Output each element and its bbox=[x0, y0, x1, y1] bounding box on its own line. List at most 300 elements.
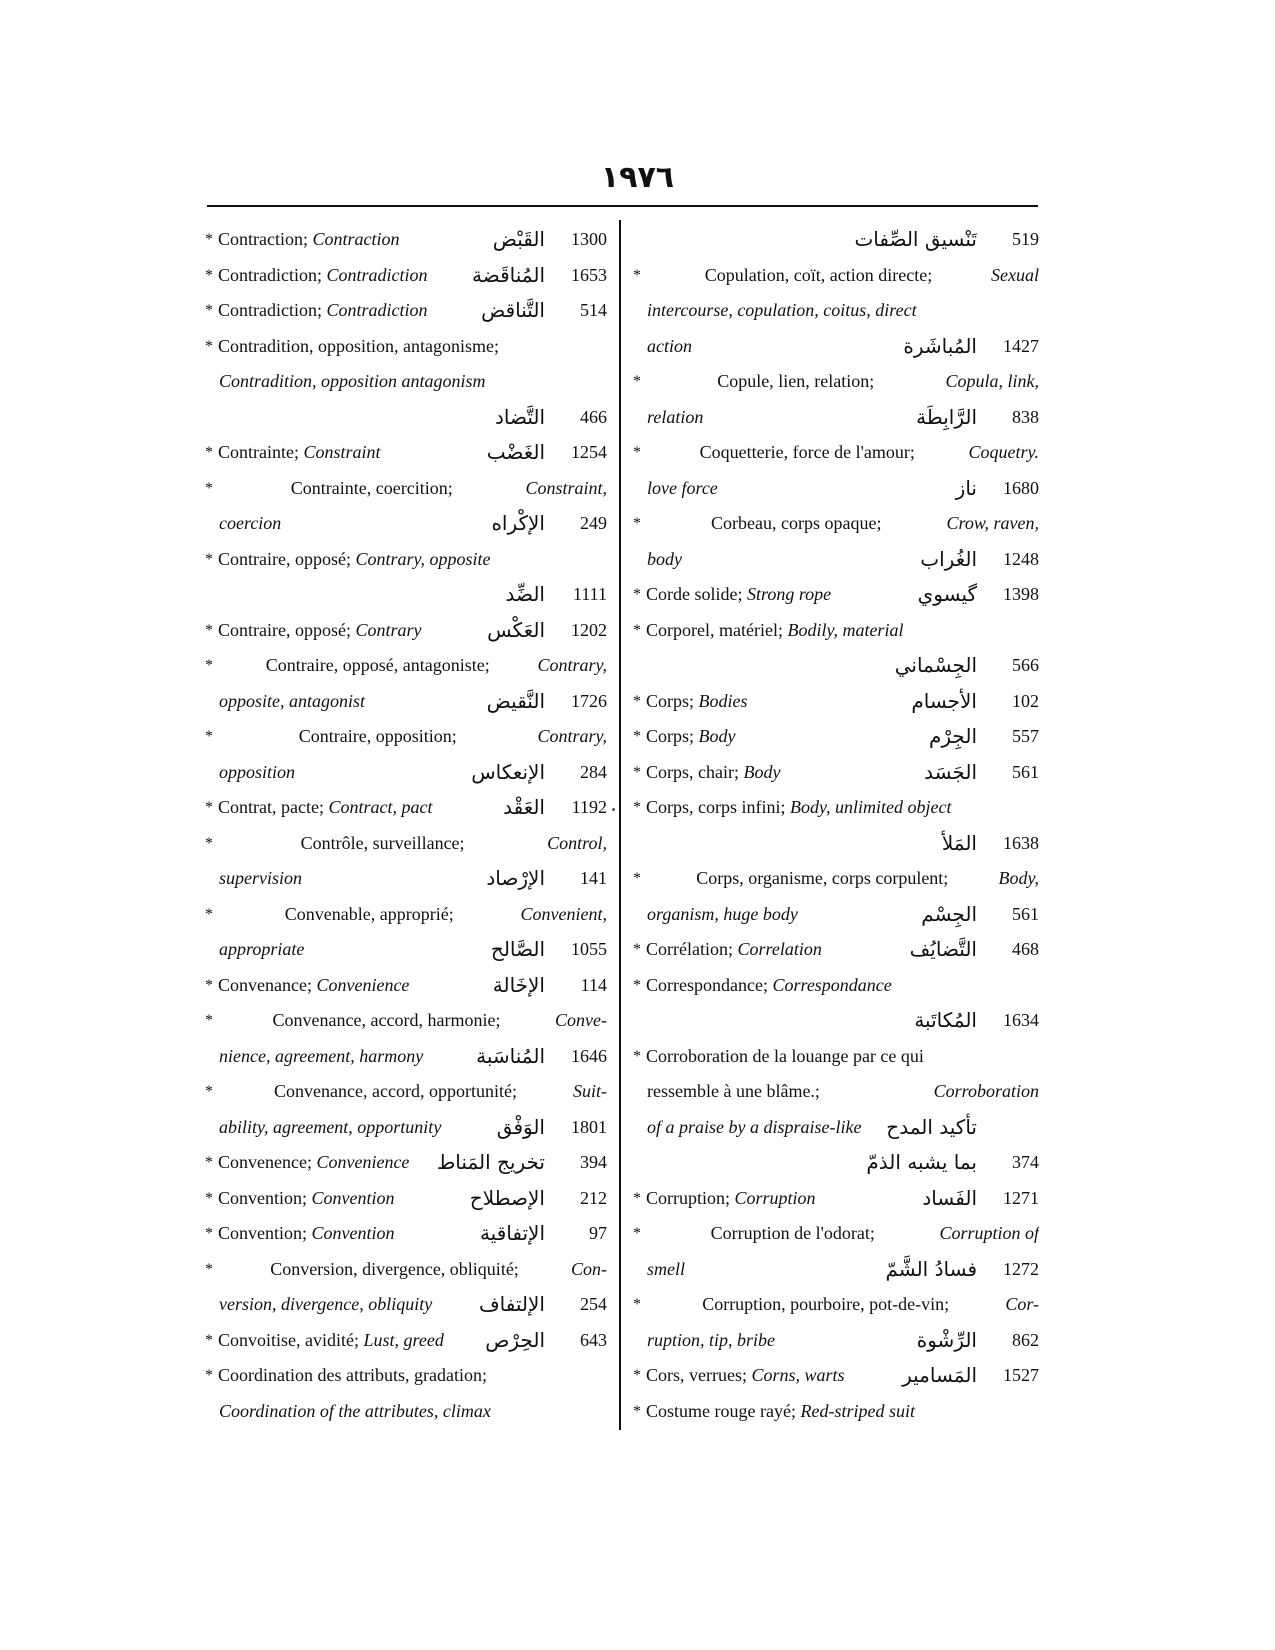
arabic-term: الجِسْماني bbox=[894, 653, 977, 677]
entry-page-number: 1055 bbox=[571, 939, 607, 959]
index-line bbox=[205, 1394, 607, 1430]
english-term: Convenient, bbox=[520, 903, 607, 924]
index-line bbox=[633, 400, 1039, 436]
french-term: Corrélation; bbox=[646, 939, 733, 959]
index-line bbox=[633, 1252, 1039, 1288]
entry-page-number: 97 bbox=[589, 1223, 607, 1243]
english-term: Convenience bbox=[316, 1152, 410, 1172]
entry-text bbox=[633, 1181, 922, 1217]
entry-text bbox=[205, 506, 491, 542]
english-term: Cor- bbox=[1005, 1294, 1039, 1314]
english-term: Corruption bbox=[734, 1187, 816, 1208]
english-term: Red-striped suit bbox=[800, 1400, 915, 1421]
index-line bbox=[205, 1216, 607, 1252]
entry-star: * bbox=[205, 479, 213, 497]
entry-page-number: 519 bbox=[1012, 229, 1039, 249]
entry-text bbox=[633, 577, 918, 613]
entry-page-number: 566 bbox=[1012, 655, 1039, 675]
english-term: Bodies bbox=[698, 690, 748, 711]
entry-star: * bbox=[633, 870, 641, 887]
arabic-term: فسادُ الشَّمّ bbox=[885, 1256, 977, 1281]
entry-page-number: 1398 bbox=[1003, 584, 1039, 604]
index-line bbox=[205, 471, 607, 507]
english-term: Coquetry. bbox=[968, 442, 1039, 462]
arabic-term: تأكيد المدح bbox=[886, 1114, 977, 1139]
index-line bbox=[633, 826, 1039, 862]
entry-text bbox=[205, 1145, 437, 1181]
french-term: Conversion, divergence, obliquité; bbox=[270, 1258, 519, 1279]
entry-page-number: 1272 bbox=[1003, 1258, 1039, 1279]
entry-text bbox=[205, 1252, 607, 1288]
entry-text bbox=[205, 542, 607, 578]
english-term: coercion bbox=[219, 513, 282, 533]
entry-star: * bbox=[633, 1296, 641, 1313]
french-term: Corps, corps infini; bbox=[646, 797, 786, 817]
entry-text bbox=[633, 258, 1039, 294]
entry-page-number: 1726 bbox=[571, 690, 607, 711]
entry-star: * bbox=[633, 621, 641, 639]
entry-text bbox=[633, 1287, 1039, 1323]
entry-star: * bbox=[633, 1367, 641, 1384]
index-line bbox=[205, 222, 607, 258]
french-term: Copulation, coït, action directe; bbox=[704, 264, 933, 285]
french-term: Contrainte; bbox=[218, 442, 299, 462]
entry-page-number: 1111 bbox=[573, 584, 607, 604]
entry-star: * bbox=[633, 941, 641, 958]
french-term: Correspondance; bbox=[646, 974, 768, 995]
index-line bbox=[633, 364, 1039, 400]
index-line bbox=[205, 968, 607, 1004]
french-term: Corporel, matériel; bbox=[646, 619, 783, 640]
entry-page-number: 1271 bbox=[1003, 1187, 1039, 1208]
arabic-term: القَبْض bbox=[492, 227, 545, 251]
entry-star: * bbox=[205, 657, 213, 674]
entry-text bbox=[633, 1323, 917, 1359]
entry-star: * bbox=[205, 1260, 213, 1278]
entry-star: * bbox=[205, 1154, 213, 1171]
index-line bbox=[633, 719, 1039, 755]
column-divider bbox=[619, 220, 621, 1430]
entry-page-number: 561 bbox=[1012, 761, 1039, 782]
english-term: body bbox=[647, 548, 682, 569]
index-line bbox=[633, 1358, 1039, 1394]
english-term: ability, agreement, opportunity bbox=[219, 1116, 442, 1137]
english-term: Corruption of bbox=[939, 1223, 1039, 1243]
arabic-term: ناز bbox=[955, 475, 977, 500]
arabic-term: النَّقيض bbox=[486, 688, 545, 713]
arabic-term: تَنْسيق الصِّفات bbox=[854, 227, 977, 251]
entry-star: * bbox=[205, 905, 213, 923]
entry-text bbox=[205, 932, 491, 968]
arabic-term: الأجسام bbox=[911, 688, 977, 713]
entry-star: * bbox=[633, 976, 641, 994]
arabic-term: التَّناقض bbox=[481, 298, 545, 322]
entry-star: * bbox=[633, 763, 641, 781]
header-rule bbox=[207, 205, 1038, 207]
index-line bbox=[205, 542, 607, 578]
entry-text bbox=[205, 364, 607, 400]
entry-star: * bbox=[205, 444, 213, 461]
french-term: Corruption; bbox=[646, 1187, 730, 1208]
index-line bbox=[633, 1323, 1039, 1359]
entry-page-number: 466 bbox=[580, 406, 607, 427]
english-term: relation bbox=[647, 406, 704, 427]
arabic-term: الضِّد bbox=[505, 582, 545, 606]
english-term: Contradiction bbox=[326, 300, 428, 320]
entry-text bbox=[205, 790, 503, 826]
english-term: Conve- bbox=[555, 1010, 607, 1030]
french-term: Corroboration de la louange par ce qui bbox=[646, 1045, 924, 1066]
english-term: nience, agreement, harmony bbox=[219, 1045, 424, 1066]
entry-page-number: 1646 bbox=[571, 1045, 607, 1066]
index-line bbox=[633, 968, 1039, 1004]
index-line bbox=[633, 222, 1039, 258]
french-term: Contraction; bbox=[218, 229, 308, 249]
entry-text bbox=[205, 968, 493, 1004]
arabic-term: العَكْس bbox=[487, 617, 545, 642]
arabic-term: الإتفاقية bbox=[479, 1221, 545, 1245]
french-term: Contrainte, coercition; bbox=[290, 477, 453, 498]
entry-page-number: 1680 bbox=[1003, 477, 1039, 498]
arabic-term: الإخَالة bbox=[492, 972, 545, 997]
index-line bbox=[633, 861, 1039, 897]
entry-page-number: 1638 bbox=[1003, 832, 1039, 853]
arabic-term: الإنعكاس bbox=[471, 759, 545, 784]
index-line bbox=[633, 1110, 1039, 1146]
entry-text bbox=[205, 684, 487, 720]
arabic-term: الغَضْب bbox=[486, 440, 545, 464]
entry-text bbox=[205, 435, 487, 471]
index-line bbox=[633, 506, 1039, 542]
entry-text bbox=[205, 861, 486, 897]
index-line bbox=[205, 1287, 607, 1323]
entry-star: * bbox=[205, 728, 213, 745]
entry-page-number: 284 bbox=[580, 761, 607, 782]
arabic-term: التَّضاد bbox=[494, 404, 545, 429]
arabic-term: التَّضايُف bbox=[909, 937, 977, 961]
entry-star: * bbox=[633, 373, 641, 390]
index-line bbox=[205, 755, 607, 791]
arabic-term: تخريج المَناط bbox=[436, 1150, 545, 1174]
index-line bbox=[205, 1252, 607, 1288]
entry-star: * bbox=[205, 834, 213, 852]
english-term: Coordination of the attributes, climax bbox=[219, 1400, 491, 1421]
french-term: Convention; bbox=[218, 1187, 307, 1208]
arabic-term: المَلأ bbox=[941, 830, 977, 855]
english-term: Contrary, bbox=[537, 726, 607, 746]
entry-page-number: 468 bbox=[1012, 939, 1039, 959]
entry-star: * bbox=[633, 1225, 641, 1242]
index-line bbox=[205, 932, 607, 968]
entry-star: * bbox=[205, 1189, 213, 1207]
english-term: Corroboration bbox=[933, 1081, 1039, 1101]
entry-page-number: 212 bbox=[580, 1187, 607, 1208]
english-term: Sexual bbox=[991, 264, 1039, 285]
index-line bbox=[633, 1181, 1039, 1217]
arabic-term: بما يشبه الذمّ bbox=[866, 1150, 977, 1174]
arabic-term: الجِرْم bbox=[929, 724, 977, 748]
entry-text bbox=[633, 506, 1039, 542]
english-term: Corns, warts bbox=[751, 1365, 845, 1385]
french-term: Corbeau, corps opaque; bbox=[711, 513, 882, 533]
index-line bbox=[205, 1003, 607, 1039]
english-term: opposition bbox=[219, 761, 296, 782]
entry-star: * bbox=[205, 1367, 213, 1384]
index-line bbox=[205, 1181, 607, 1217]
entry-text bbox=[205, 1323, 485, 1359]
entry-star: * bbox=[205, 1012, 213, 1029]
arabic-term: الصَّالح bbox=[490, 937, 545, 961]
index-line bbox=[633, 293, 1039, 329]
index-line bbox=[633, 684, 1039, 720]
index-line bbox=[633, 1003, 1039, 1039]
english-term: Suit- bbox=[572, 1081, 607, 1101]
english-term: appropriate bbox=[219, 939, 305, 959]
entry-text bbox=[205, 1039, 476, 1075]
entry-text bbox=[205, 1394, 607, 1430]
entry-star: * bbox=[633, 1047, 641, 1065]
entry-star: * bbox=[205, 1331, 213, 1349]
index-line bbox=[633, 613, 1039, 649]
entry-star: * bbox=[633, 1189, 641, 1207]
index-line bbox=[205, 1074, 607, 1110]
entry-text bbox=[205, 648, 607, 684]
index-line bbox=[205, 1145, 607, 1181]
french-term: Convenable, approprié; bbox=[284, 903, 454, 924]
arabic-term: المُناقَضة bbox=[472, 262, 545, 287]
index-line bbox=[205, 684, 607, 720]
english-term: Crow, raven, bbox=[946, 513, 1039, 533]
index-line bbox=[633, 577, 1039, 613]
english-term: Convention bbox=[311, 1187, 395, 1208]
index-line bbox=[633, 932, 1039, 968]
arabic-term: الفَساد bbox=[922, 1185, 977, 1210]
french-term: Costume rouge rayé; bbox=[646, 1400, 796, 1421]
entry-page-number: 1427 bbox=[1003, 335, 1039, 356]
entry-star: * bbox=[205, 550, 213, 568]
english-term: Contrary bbox=[355, 619, 422, 640]
index-line bbox=[205, 258, 607, 294]
index-line bbox=[205, 577, 607, 613]
entry-star: * bbox=[205, 799, 213, 816]
arabic-term: گيسوي bbox=[917, 582, 977, 606]
french-term: Corruption de l'odorat; bbox=[710, 1223, 875, 1243]
entry-text bbox=[633, 1394, 1039, 1430]
entry-star: * bbox=[633, 799, 641, 816]
english-term: Contract, pact bbox=[328, 797, 433, 817]
french-term: Contradition, opposition, antagonisme; bbox=[218, 335, 499, 356]
index-line bbox=[205, 790, 607, 826]
entry-text bbox=[205, 329, 607, 365]
entry-star: * bbox=[633, 515, 641, 532]
page-number: ١٩٧٦ bbox=[600, 160, 675, 195]
entry-text bbox=[633, 861, 1039, 897]
french-term: Corruption, pourboire, pot-de-vin; bbox=[702, 1294, 950, 1314]
entry-text bbox=[205, 293, 481, 329]
arabic-term: الغُراب bbox=[920, 546, 977, 571]
entry-text bbox=[633, 684, 911, 720]
index-line bbox=[633, 542, 1039, 578]
entry-page-number: 249 bbox=[580, 513, 607, 533]
entry-text bbox=[633, 897, 921, 933]
arabic-term: الوَفْق bbox=[496, 1114, 545, 1139]
entry-page-number: 254 bbox=[580, 1294, 607, 1314]
entry-text bbox=[633, 329, 903, 365]
entry-page-number: 1653 bbox=[571, 264, 607, 285]
index-line bbox=[633, 1394, 1039, 1430]
entry-page-number: 141 bbox=[580, 868, 607, 888]
english-term: Convention bbox=[311, 1223, 395, 1243]
french-term: Convenence; bbox=[218, 1152, 312, 1172]
index-line bbox=[633, 1074, 1039, 1110]
english-term: love force bbox=[647, 477, 718, 498]
entry-text bbox=[205, 613, 487, 649]
french-term: Contradiction; bbox=[218, 264, 322, 285]
right-column bbox=[633, 222, 1039, 1429]
english-term: action bbox=[647, 335, 692, 356]
stray-dot bbox=[612, 808, 615, 811]
english-term: Body, bbox=[998, 868, 1039, 888]
index-line bbox=[205, 1358, 607, 1394]
index-line bbox=[633, 471, 1039, 507]
french-term: Corps; bbox=[646, 726, 695, 746]
entry-text bbox=[633, 1110, 886, 1146]
french-term: Convenance, accord, harmonie; bbox=[272, 1010, 501, 1030]
english-term: of a praise by a dispraise-like bbox=[647, 1116, 862, 1137]
index-line bbox=[633, 897, 1039, 933]
english-term: Body bbox=[698, 726, 736, 746]
english-term: Constraint bbox=[303, 442, 381, 462]
entry-text bbox=[633, 1039, 1039, 1075]
entry-text bbox=[633, 755, 924, 791]
index-line bbox=[205, 364, 607, 400]
index-line bbox=[205, 826, 607, 862]
entry-text bbox=[205, 1074, 607, 1110]
arabic-term: الإرْصاد bbox=[486, 866, 545, 890]
entry-text bbox=[633, 968, 1039, 1004]
english-term: Con- bbox=[571, 1258, 607, 1279]
french-term: Convenance, accord, opportunité; bbox=[274, 1081, 517, 1101]
index-line bbox=[205, 1110, 607, 1146]
entry-star: * bbox=[633, 1402, 641, 1420]
entry-text bbox=[205, 755, 471, 791]
entry-text bbox=[633, 1074, 1039, 1110]
entry-text bbox=[205, 222, 493, 258]
entry-star: * bbox=[633, 266, 641, 284]
english-term: version, divergence, obliquity bbox=[219, 1294, 433, 1314]
english-term: Bodily, material bbox=[787, 619, 904, 640]
index-line bbox=[205, 648, 607, 684]
entry-page-number: 1254 bbox=[571, 442, 607, 462]
english-term: Strong rope bbox=[747, 584, 832, 604]
entry-page-number: 374 bbox=[1012, 1152, 1039, 1172]
entry-text bbox=[633, 293, 1039, 329]
entry-page-number: 643 bbox=[580, 1329, 607, 1350]
english-term: Contraction bbox=[312, 229, 400, 249]
arabic-term: المُباشَرة bbox=[903, 333, 977, 358]
entry-page-number: 1527 bbox=[1003, 1365, 1039, 1385]
entry-text bbox=[633, 1252, 885, 1288]
entry-text bbox=[633, 542, 920, 578]
english-term: Body, unlimited object bbox=[790, 797, 952, 817]
entry-text bbox=[205, 258, 472, 294]
entry-star: * bbox=[205, 621, 213, 639]
english-term: Correspondance bbox=[772, 974, 892, 995]
index-line bbox=[633, 1145, 1039, 1181]
french-term: Convention; bbox=[218, 1223, 307, 1243]
english-term: Copula, link, bbox=[945, 371, 1039, 391]
entry-text bbox=[633, 1358, 902, 1394]
entry-text bbox=[633, 719, 929, 755]
entry-star: * bbox=[205, 1225, 213, 1242]
entry-text bbox=[205, 1181, 470, 1217]
english-term: Body bbox=[743, 761, 781, 782]
entry-star: * bbox=[205, 1083, 213, 1100]
entry-text bbox=[205, 1287, 479, 1323]
index-line bbox=[633, 435, 1039, 471]
index-line bbox=[633, 258, 1039, 294]
entry-text bbox=[633, 471, 956, 507]
french-term: Contraire, opposé; bbox=[218, 619, 351, 640]
entry-page-number: 1801 bbox=[571, 1116, 607, 1137]
french-term: Cors, verrues; bbox=[646, 1365, 747, 1385]
arabic-term: الإصطلاح bbox=[469, 1185, 545, 1210]
index-line bbox=[205, 506, 607, 542]
french-term: Contrat, pacte; bbox=[218, 797, 324, 817]
entry-text bbox=[633, 435, 1039, 471]
english-term: opposite, antagonist bbox=[219, 690, 366, 711]
entry-text bbox=[205, 1003, 607, 1039]
entry-page-number: 561 bbox=[1012, 903, 1039, 924]
entry-page-number: 1248 bbox=[1003, 548, 1039, 569]
english-term: ruption, tip, bribe bbox=[647, 1329, 776, 1350]
index-line bbox=[205, 897, 607, 933]
english-term: smell bbox=[647, 1258, 685, 1279]
french-term: Contraire, opposé, antagoniste; bbox=[265, 655, 490, 675]
entry-star: * bbox=[205, 266, 213, 284]
arabic-term: العَقْد bbox=[503, 795, 545, 819]
french-term: Contraire, opposé; bbox=[218, 548, 351, 569]
english-term: Contrary, bbox=[537, 655, 607, 675]
entry-text bbox=[633, 932, 910, 968]
entry-text bbox=[205, 1216, 480, 1252]
french-term: Coordination des attributs, gradation; bbox=[218, 1365, 487, 1385]
english-term: Contradiction bbox=[326, 264, 428, 285]
arabic-term: الجَسَد bbox=[924, 759, 977, 784]
english-term: intercourse, copulation, coitus, direct bbox=[647, 300, 917, 320]
entry-text bbox=[633, 790, 1039, 826]
entry-text bbox=[633, 1216, 1039, 1252]
arabic-term: الرَّابِطَة bbox=[916, 404, 977, 429]
entry-text bbox=[205, 1110, 497, 1146]
english-term: organism, huge body bbox=[647, 903, 798, 924]
french-term: ressemble à une blâme.; bbox=[647, 1081, 820, 1101]
french-term: Corps, chair; bbox=[646, 761, 739, 782]
index-line bbox=[205, 400, 607, 436]
entry-page-number: 838 bbox=[1012, 406, 1039, 427]
french-term: Convenance; bbox=[218, 974, 312, 995]
entry-star: * bbox=[205, 337, 213, 355]
french-term: Contradiction; bbox=[218, 300, 322, 320]
french-term: Contrôle, surveillance; bbox=[300, 832, 465, 853]
french-term: Coquetterie, force de l'amour; bbox=[699, 442, 915, 462]
index-line bbox=[205, 1039, 607, 1075]
index-line bbox=[205, 293, 607, 329]
entry-text bbox=[633, 400, 916, 436]
entry-star: * bbox=[205, 976, 213, 994]
entry-page-number: 557 bbox=[1012, 726, 1039, 746]
english-term: Convenience bbox=[316, 974, 410, 995]
